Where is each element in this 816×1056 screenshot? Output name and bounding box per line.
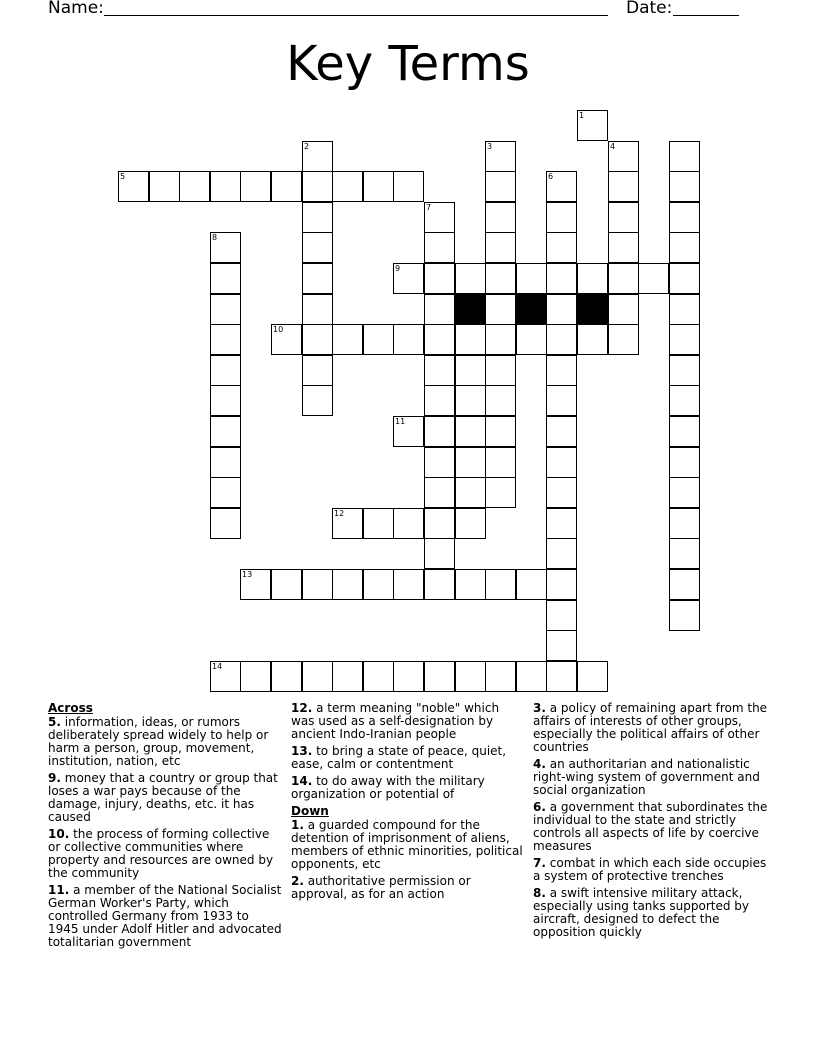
crossword-cell[interactable] [271,171,302,202]
crossword-cell[interactable] [485,447,516,478]
crossword-cell[interactable] [608,141,639,172]
clue-number: 1. [291,818,304,832]
crossword-cell[interactable] [302,661,333,692]
crossword-cell[interactable] [485,569,516,600]
date-label: Date: [626,0,673,18]
crossword-cell[interactable] [485,661,516,692]
clue-text: a guarded compound for the detention of imprisonment of aliens, members of ethnic minorities, political opponents, etc [291,818,523,871]
cell-number: 9 [395,264,401,273]
crossword-cell[interactable] [393,508,424,539]
cell-number: 4 [610,142,616,151]
crossword-cell[interactable] [608,294,639,325]
crossword-cell[interactable] [455,324,486,355]
cell-number: 12 [334,509,345,518]
cell-number: 7 [426,203,432,212]
crossword-cell[interactable] [393,263,424,294]
crossword-cell[interactable] [271,661,302,692]
clue [291,775,523,801]
crossword-cell[interactable] [332,324,363,355]
crossword-cell[interactable] [240,171,271,202]
crossword-cell[interactable] [424,294,455,325]
crossword-cell[interactable] [608,202,639,233]
crossword-cell[interactable] [393,171,424,202]
crossword-cell[interactable] [424,447,455,478]
across-heading: Across [48,701,93,715]
crossword-cell[interactable] [424,569,455,600]
crossword-cell[interactable] [424,385,455,416]
clue [533,758,771,797]
crossword-cell[interactable] [485,355,516,386]
crossword-cell[interactable] [302,141,333,172]
crossword-cell[interactable] [363,324,394,355]
clue-column-2 [291,702,523,905]
crossword-cell[interactable] [240,569,271,600]
down-clues-continued [533,702,771,939]
crossword-cell[interactable] [363,171,394,202]
crossword-cell[interactable] [546,508,577,539]
crossword-cell[interactable] [608,171,639,202]
crossword-cell[interactable] [332,569,363,600]
crossword-cell[interactable] [424,477,455,508]
crossword-cell[interactable] [424,538,455,569]
crossword-cell[interactable] [546,600,577,631]
cell-number: 8 [212,233,218,242]
crossword-cell[interactable] [669,600,700,631]
crossword-cell[interactable] [118,171,149,202]
clue-number: 13. [291,744,313,758]
crossword-cell[interactable] [516,263,547,294]
crossword-cell[interactable] [393,416,424,447]
crossword-cell[interactable] [546,447,577,478]
crossword-cell[interactable] [210,416,241,447]
crossword-cell[interactable] [302,385,333,416]
clue-number: 14. [291,774,313,788]
crossword-cell[interactable] [546,661,577,692]
crossword-cell[interactable] [210,447,241,478]
black-cell [516,294,547,325]
crossword-cell[interactable] [393,324,424,355]
crossword-cell[interactable] [424,355,455,386]
crossword-cell[interactable] [210,661,241,692]
cell-number: 10 [273,325,284,334]
crossword-cell[interactable] [546,294,577,325]
crossword-cell[interactable] [669,569,700,600]
crossword-cell[interactable] [393,661,424,692]
cell-number: 13 [242,570,253,579]
crossword-cell[interactable] [455,263,486,294]
clue [291,875,523,901]
clue-number: 9. [48,771,61,785]
crossword-cell[interactable] [149,171,180,202]
crossword-cell[interactable] [669,171,700,202]
crossword-cell[interactable] [516,661,547,692]
crossword-cell[interactable] [577,263,608,294]
crossword-cell[interactable] [455,661,486,692]
crossword-cell[interactable] [546,355,577,386]
clue-number: 3. [533,701,546,715]
crossword-cell[interactable] [669,385,700,416]
crossword-cell[interactable] [302,171,333,202]
crossword-cell[interactable] [546,569,577,600]
cell-number: 2 [304,142,310,151]
black-cell [577,294,608,325]
crossword-cell[interactable] [424,416,455,447]
crossword-cell[interactable] [546,538,577,569]
clue-text: information, ideas, or rumors deliberately spread widely to help or harm a person, group, movement, institution, nation, etc [48,715,269,768]
clue-number: 10. [48,827,70,841]
crossword-cell[interactable] [546,385,577,416]
clue-number: 12. [291,701,313,715]
down-clues [291,819,523,901]
clue-number: 11. [48,883,70,897]
crossword-cell[interactable] [669,294,700,325]
crossword-cell[interactable] [455,416,486,447]
clue-text: to do away with the military organization or potential of [291,774,485,801]
clue [291,745,523,771]
clue-number: 4. [533,757,546,771]
crossword-cell[interactable] [302,232,333,263]
crossword-cell[interactable] [332,171,363,202]
clue [48,772,283,824]
crossword-cell[interactable] [638,263,669,294]
crossword-cell[interactable] [546,630,577,661]
clue-text: money that a country or group that loses a war pays because of the damage, injury, deaths, etc. it has caused [48,771,278,824]
crossword-cell[interactable] [455,569,486,600]
cell-number: 3 [487,142,493,151]
crossword-cell[interactable] [332,508,363,539]
crossword-cell[interactable] [302,263,333,294]
clue [533,857,771,883]
crossword-cell[interactable] [210,232,241,263]
crossword-cell[interactable] [271,569,302,600]
crossword-cell[interactable] [485,232,516,263]
crossword-cell[interactable] [240,661,271,692]
crossword-cell[interactable] [210,477,241,508]
crossword-cell[interactable] [210,294,241,325]
crossword-cell[interactable] [485,477,516,508]
crossword-cell[interactable] [669,477,700,508]
crossword-cell[interactable] [210,355,241,386]
clue-text: a term meaning "noble" which was used as a self-designation by ancient Indo-Iranian people [291,701,500,741]
crossword-cell[interactable] [210,171,241,202]
crossword-cell[interactable] [363,569,394,600]
crossword-cell[interactable] [302,294,333,325]
down-heading: Down [291,804,329,818]
clue-text: a member of the National Socialist German Worker's Party, which controlled Germany from 1933 to 1945 under Adolf Hitler and advocated totalitarian government [48,883,282,949]
clue-text: combat in which each side occupies a system of protective trenches [533,856,767,883]
crossword-cell[interactable] [669,355,700,386]
crossword-cell[interactable] [669,416,700,447]
crossword-cell[interactable] [363,661,394,692]
crossword-cell[interactable] [485,171,516,202]
crossword-cell[interactable] [669,447,700,478]
crossword-cell[interactable] [546,202,577,233]
cell-number: 1 [579,111,585,120]
crossword-cell[interactable] [455,385,486,416]
crossword-cell[interactable] [669,202,700,233]
crossword-cell[interactable] [669,141,700,172]
clue-text: a government that subordinates the individual to the state and strictly controls all aspects of life by coercive measures [533,800,768,853]
crossword-cell[interactable] [424,232,455,263]
clue [533,702,771,754]
crossword-cell[interactable] [577,661,608,692]
clue-text: authoritative permission or approval, as for an action [291,874,471,901]
crossword-cell[interactable] [302,324,333,355]
crossword-cell[interactable] [669,538,700,569]
crossword-cell[interactable] [302,569,333,600]
clue-column-1 [48,702,283,953]
crossword-cell[interactable] [546,171,577,202]
clue-column-3 [533,702,771,943]
crossword-cell[interactable] [485,294,516,325]
crossword-cell[interactable] [424,202,455,233]
crossword-cell[interactable] [424,324,455,355]
crossword-cell[interactable] [669,232,700,263]
crossword-cell[interactable] [669,508,700,539]
clue [533,887,771,939]
crossword-cell[interactable] [210,324,241,355]
crossword-cell[interactable] [302,202,333,233]
crossword-cell[interactable] [424,661,455,692]
crossword-cell[interactable] [608,232,639,263]
crossword-cell[interactable] [546,477,577,508]
crossword-cell[interactable] [455,447,486,478]
crossword-cell[interactable] [210,263,241,294]
crossword-cell[interactable] [485,263,516,294]
clue-text: to bring a state of peace, quiet, ease, calm or contentment [291,744,507,771]
crossword-cell[interactable] [546,263,577,294]
across-clues [48,716,283,949]
clue-number: 8. [533,886,546,900]
clue-number: 5. [48,715,61,729]
crossword-cell[interactable] [546,416,577,447]
crossword-cell[interactable] [363,508,394,539]
crossword-cell[interactable] [516,569,547,600]
crossword-cell[interactable] [577,110,608,141]
crossword-cell[interactable] [669,324,700,355]
crossword-cell[interactable] [302,355,333,386]
crossword-cell[interactable] [332,661,363,692]
clue-number: 6. [533,800,546,814]
crossword-cell[interactable] [485,416,516,447]
crossword-cell[interactable] [485,385,516,416]
cell-number: 14 [212,662,223,671]
crossword-cell[interactable] [485,202,516,233]
clue-text: a policy of remaining apart from the affairs of interests of other groups, especially the political affairs of other countries [533,701,768,754]
crossword-cell[interactable] [516,324,547,355]
crossword-cell[interactable] [577,324,608,355]
clue [533,801,771,853]
crossword-cell[interactable] [455,477,486,508]
crossword-cell[interactable] [455,355,486,386]
crossword-cell[interactable] [608,324,639,355]
crossword-cell[interactable] [546,324,577,355]
crossword-cell[interactable] [669,263,700,294]
crossword-cell[interactable] [179,171,210,202]
across-clues-continued [291,702,523,801]
crossword-cell[interactable] [485,141,516,172]
crossword-cell[interactable] [608,263,639,294]
crossword-cell[interactable] [455,508,486,539]
clue [48,828,283,880]
cell-number: 11 [395,417,406,426]
clue-number: 7. [533,856,546,870]
name-label: Name: [48,0,104,18]
crossword-cell[interactable] [271,324,302,355]
clue-text: a swift intensive military attack, especially using tanks supported by aircraft, designed to defect the opposition quickly [533,886,750,939]
clue [48,884,283,949]
crossword-cell[interactable] [546,232,577,263]
clue [48,716,283,768]
crossword-cell[interactable] [210,385,241,416]
crossword-cell[interactable] [424,508,455,539]
clue-number: 2. [291,874,304,888]
cell-number: 5 [120,172,126,181]
cell-number: 6 [548,172,554,181]
crossword-cell[interactable] [485,324,516,355]
crossword-cell[interactable] [393,569,424,600]
black-cell [455,294,486,325]
crossword-cell[interactable] [424,263,455,294]
page-title: Key Terms [286,36,530,92]
clue-text: an authoritarian and nationalistic right-wing system of government and social organization [533,757,760,797]
clue [291,702,523,741]
crossword-cell[interactable] [210,508,241,539]
clue [291,819,523,871]
clue-text: the process of forming collective or collective communities where property and resources are owned by the community [48,827,274,880]
